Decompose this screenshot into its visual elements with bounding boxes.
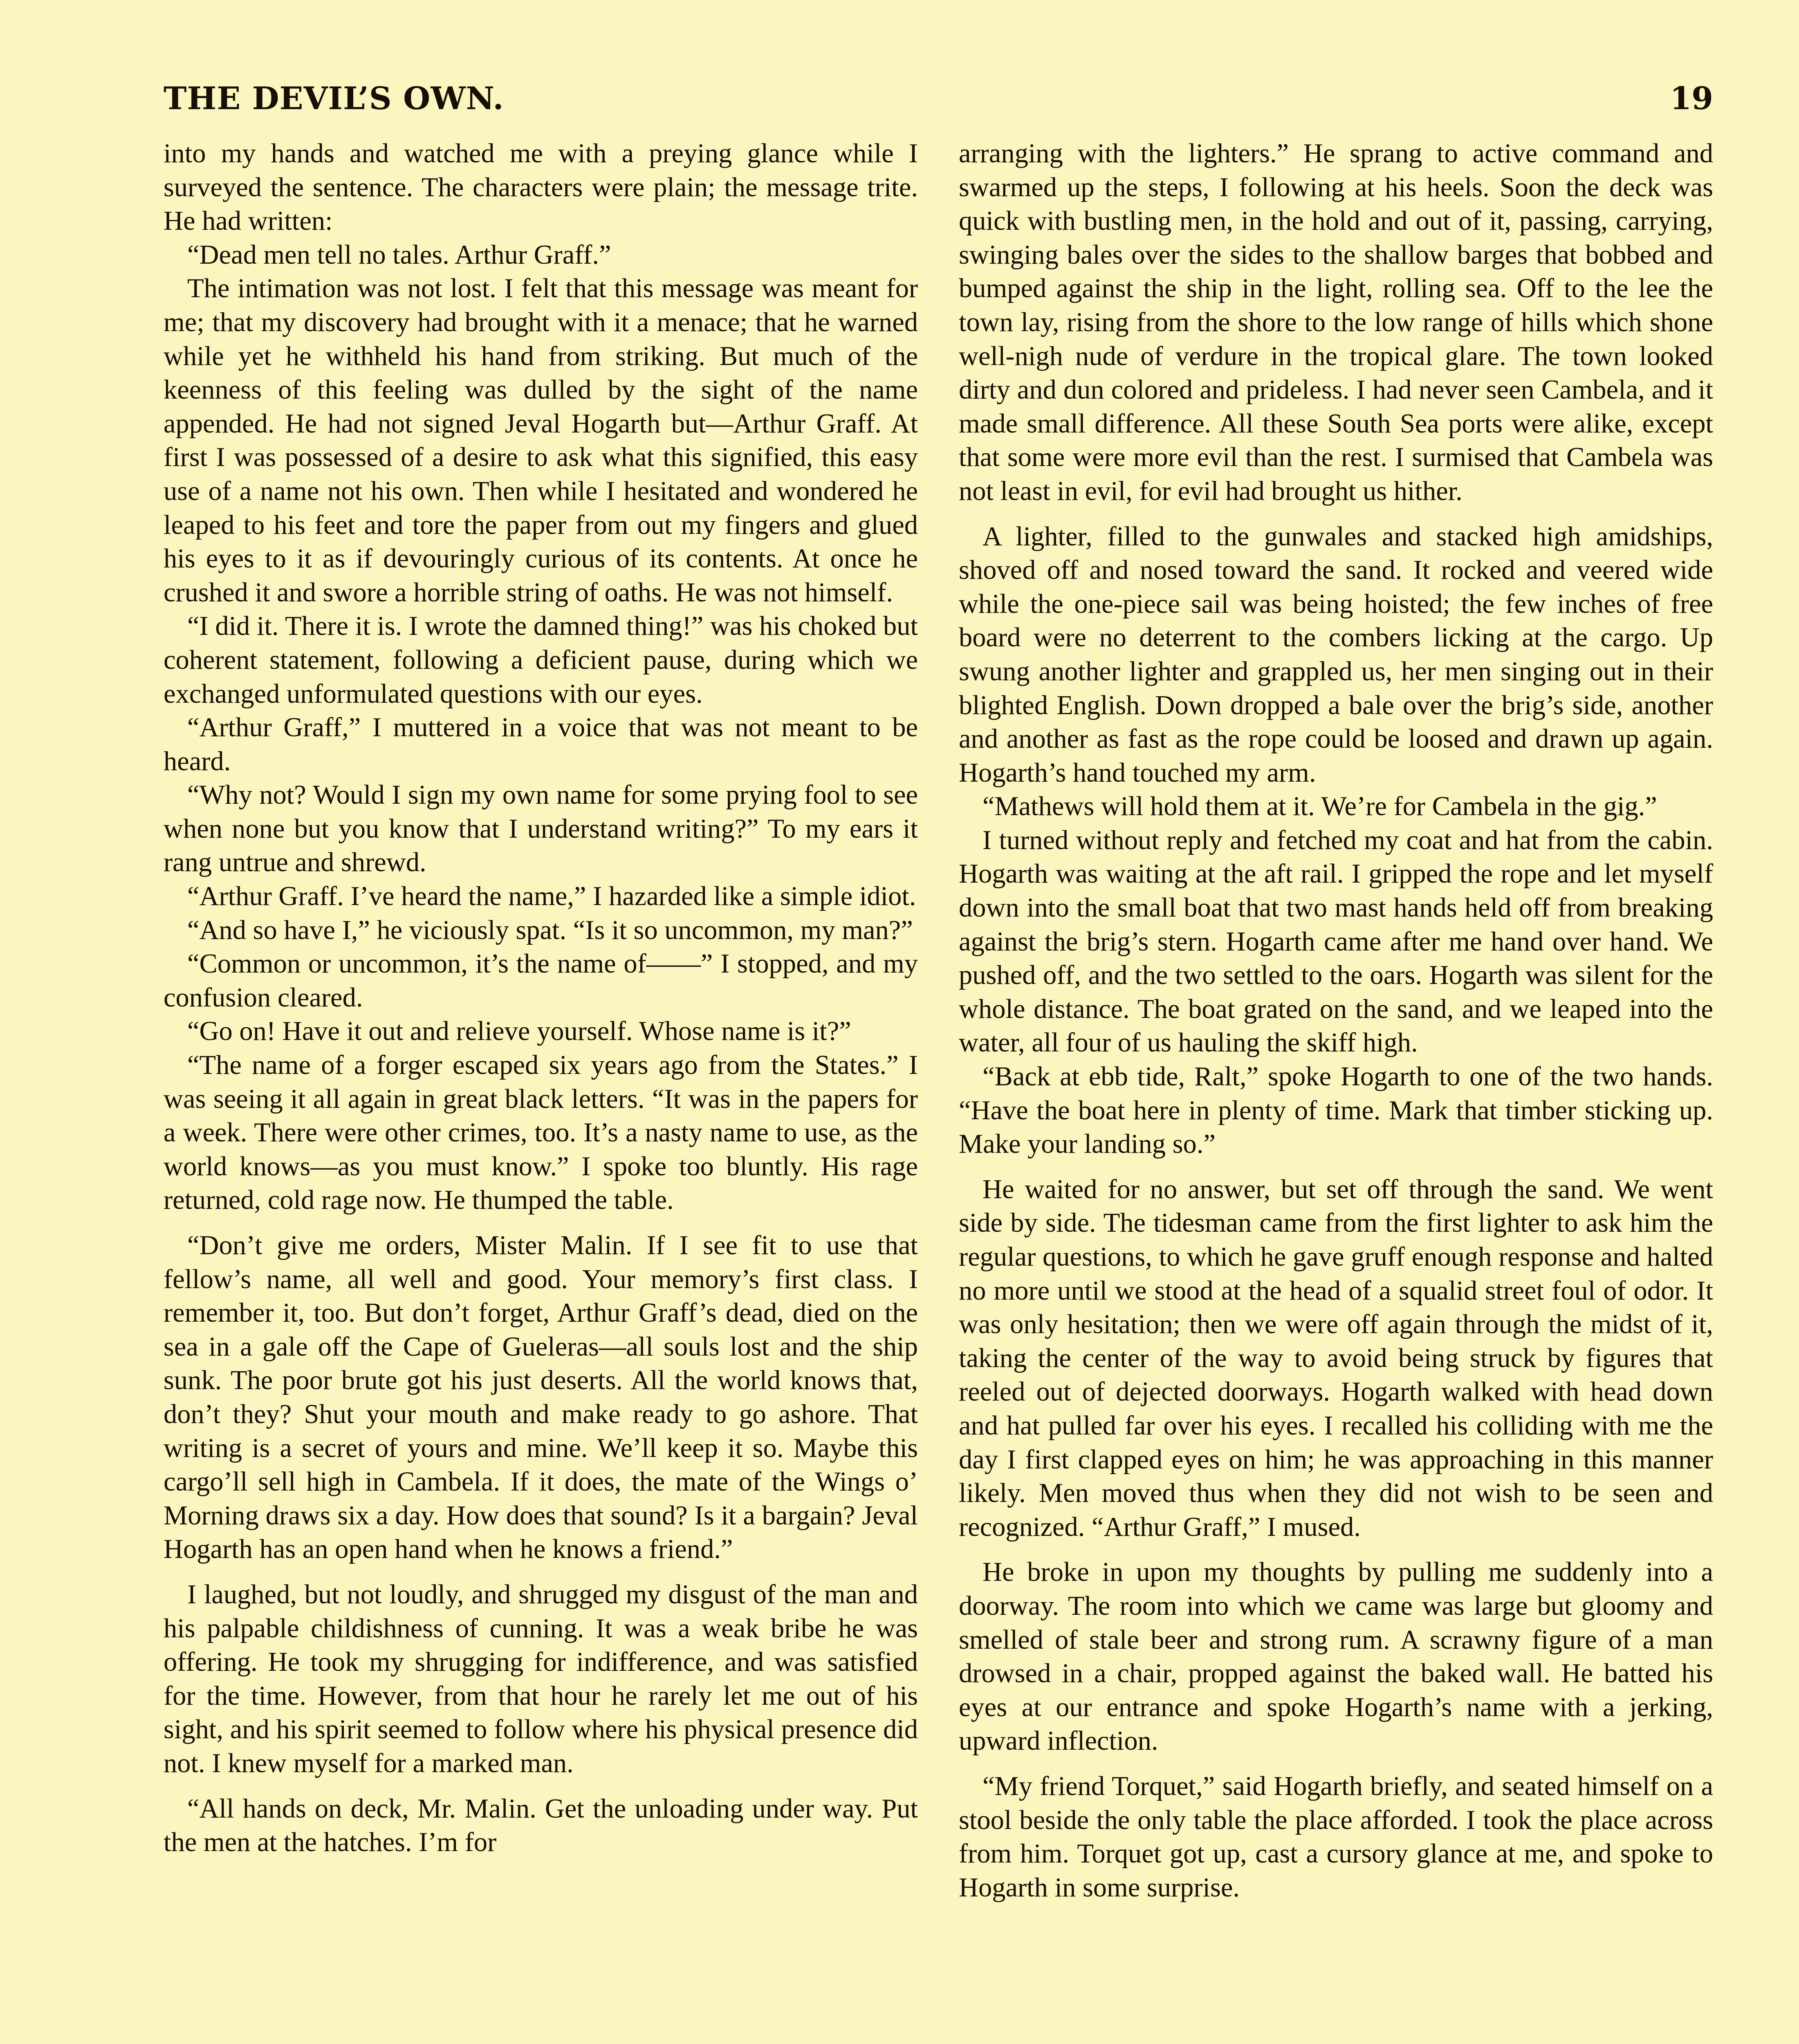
paragraph: “Arthur Graff. I’ve heard the name,” I hazarded like a simple idiot. xyxy=(187,881,916,912)
paragraph: I laughed, but not loudly, and shrugged my disgust of the man and his palpable childishness of cunning. It was a weak bribe he was offering. He took my shrugging for indifference, and was satisfied for the time. However, from that hour he rarely let me out of his sight, and his spirit seemed to follow where his physical presence did not. I knew myself for a marked man. xyxy=(164,1579,918,1778)
paragraph: “Why not? Would I sign my own name for some prying fool to see when none but you know that I understand writing?” To my ears it rang untrue and shrewd. xyxy=(164,780,918,878)
paragraph: “Arthur Graff,” I muttered in a voice that was not meant to be heard. xyxy=(164,713,918,776)
paragraph: “Common or uncommon, it’s the name of——” I stopped, and my confusion cleared. xyxy=(164,949,918,1013)
paragraph: He waited for no answer, but set off through the sand. We went side by side. The tidesman came from the first lighter to ask him the regular questions, to which he gave gruff enough response and halted no more until we stood at the head of a squalid street foul of odor. It was only hesitation; then we were off again through the midst of it, taking the center of the way to avoid being struck by figures that reeled out of dejected doorways. Hogarth walked with head down and hat pulled far over his eyes. I recalled his colliding with me the day I first clapped eyes on him; he was approaching in this manner likely. Men moved thus when they did not wish to be seen and recognized. “Arthur Graff,” I mused. xyxy=(959,1174,1713,1542)
page-number: 19 xyxy=(1670,80,1713,117)
paragraph: A lighter, filled to the gunwales and stacked high amidships, shoved off and nosed toward the sand. It rocked and veered wide while the one-piece sail was being hoisted; the few inches of free board were no deterrent to the combers licking at the cargo. Up swung another lighter and grappled us, her men singing out in their blighted English. Down dropped a bale over the brig’s side, another and another as fast as the rope could be loosed and drawn up again. Hogarth’s hand touched my arm. xyxy=(959,521,1713,788)
paragraph: He broke in upon my thoughts by pulling me suddenly into a doorway. The room into which we came was large but gloomy and smelled of stale beer and strong rum. A scrawny figure of a man drowsed in a chair, propped against the baked wall. He batted his eyes at our entrance and spoke Hogarth’s name with a jerking, upward inflection. xyxy=(959,1557,1713,1756)
paragraph: “And so have I,” he viciously spat. “Is it so uncommon, my man?” xyxy=(187,915,913,945)
paragraph: I turned without reply and fetched my coat and hat from the cabin. Hogarth was waiting at the aft rail. I gripped the rope and let myself down into the small boat that two mast hands held off from breaking against the brig’s stern. Hogarth came after me hand over hand. We pushed off, and the two settled to the oars. Hogarth was silent for the whole distance. The boat grated on the sand, and we leaped into the water, all four of us hauling the skiff high. xyxy=(959,825,1713,1058)
paragraph: “Back at ebb tide, Ralt,” spoke Hogarth to one of the two hands. “Have the boat here in plenty of time. Mark that timber sticking up. Make your landing so.” xyxy=(959,1062,1713,1159)
paragraph: “Dead men tell no tales. Arthur Graff.” xyxy=(187,240,611,270)
page-header xyxy=(164,69,1713,127)
paragraph: “Go on! Have it out and relieve yourself. Whose name is it?” xyxy=(187,1016,851,1047)
left-column xyxy=(164,137,918,2044)
paragraph: “Mathews will hold them at it. We’re for Cambela in the gig.” xyxy=(982,791,1657,822)
paragraph: “My friend Torquet,” said Hogarth briefly, and seated himself on a stool beside the only table the place afforded. I took the place across from him. Torquet got up, cast a cursory glance at me, and spoke to Hogarth in some surprise. xyxy=(959,1771,1713,1903)
paragraph: The intimation was not lost. I felt that this message was meant for me; that my discovery had brought with it a menace; that he warned while yet he withheld his hand from striking. But much of the keenness of this feeling was dulled by the sight of the name appended. He had not signed Jeval Hogarth but—Arthur Graff. At first I was possessed of a desire to ask what this signified, this easy use of a name not his own. Then while I hesitated and wondered he leaped to his feet and tore the paper from out my fingers and glued his eyes to it as if devouringly curious of its contents. At once he crushed it and swore a horrible string of oaths. He was not himself. xyxy=(164,273,918,607)
right-column xyxy=(959,137,1713,2044)
paragraph: “The name of a forger escaped six years ago from the States.” I was seeing it all again in great black letters. “It was in the papers for a week. There were other crimes, too. It’s a nasty name to use, as the world knows—as you must know.” I spoke too bluntly. His rage returned, cold rage now. He thumped the table. xyxy=(164,1050,918,1215)
paragraph: arranging with the lighters.” He sprang to active command and swarmed up the steps, I following at his heels. Soon the deck was quick with bustling men, in the hold and out of it, passing, carrying, swinging bales over the sides to the shallow barges that bobbed and bumped against the ship in the light, rolling sea. Off to the lee the town lay, rising from the shore to the low range of hills which shone well-nigh nude of verdure in the tropical glare. The town looked dirty and dun colored and prideless. I had never seen Cambela, and it made small difference. All these South Sea ports were alike, except that some were more evil than the rest. I surmised that Cambela was not least in evil, for evil had brought us hither. xyxy=(959,139,1713,506)
paragraph: “Don’t give me orders, Mister Malin. If I see fit to use that fellow’s name, all well and good. Your memory’s first class. I remember it, too. But don’t forget, Arthur Graff’s dead, died on the sea in a gale off the Cape of Gueleras—all souls lost and the ship sunk. The poor brute got his just deserts. All the world knows that, don’t they? Shut your mouth and make ready to go ashore. That writing is a secret of yours and mine. We’ll keep it so. Maybe this cargo’ll sell high in Cambela. If it does, the mate of the Wings o’ Morning draws six a day. How does that sound? Is it a bargain? Jeval Hogarth has an open hand when he knows a friend.” xyxy=(164,1230,918,1564)
running-head: THE DEVIL’S OWN. xyxy=(164,80,504,117)
paragraph: into my hands and watched me with a preying glance while I surveyed the sentence. The characters were plain; the message trite. He had written: xyxy=(164,139,918,236)
paragraph: “I did it. There it is. I wrote the damned thing!” was his choked but coherent statement, following a deficient pause, during which we exchanged unformulated questions with our eyes. xyxy=(164,611,918,709)
paragraph: “All hands on deck, Mr. Malin. Get the unloading under way. Put the men at the hatches. I’m for xyxy=(164,1793,918,1858)
